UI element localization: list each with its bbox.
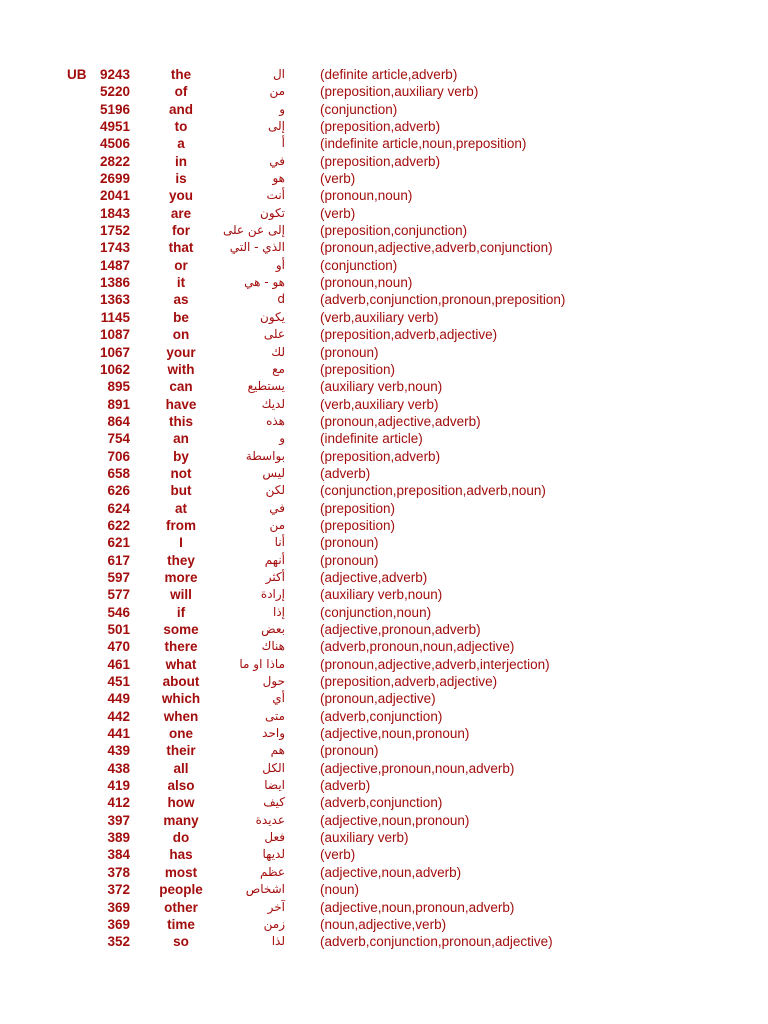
english-word: from [166,517,196,533]
arabic-translation: إرادة [260,587,285,602]
english-word: with [167,361,195,377]
arabic-translation: أنا [274,535,285,550]
frequency-count: 2699 [99,171,130,187]
english-word: as [173,292,189,308]
table-row [0,760,768,777]
frequency-count: 442 [107,708,130,724]
english-word: so [173,934,189,950]
part-of-speech: (adjective,noun,pronoun) [320,726,470,742]
table-row [0,604,768,621]
part-of-speech: (conjunction) [320,257,398,273]
table-row [0,586,768,603]
table-row [0,153,768,170]
english-word: more [164,569,198,585]
english-word: by [173,448,189,464]
frequency-count: 1087 [99,327,130,343]
frequency-count: 9243 [99,67,130,82]
arabic-translation: عديدة [255,812,285,827]
table-row [0,482,768,499]
part-of-speech: (preposition,conjunction) [320,223,468,239]
english-word: be [173,309,189,325]
part-of-speech: (verb) [320,847,356,863]
arabic-translation: اشخاص [245,882,285,897]
table-row [0,239,768,256]
frequency-count: 1363 [99,292,130,308]
arabic-translation: كيف [263,795,285,810]
table-row [0,222,768,239]
arabic-translation: ماذا او ما [239,656,285,671]
table-row [0,205,768,222]
english-word: if [176,604,186,620]
arabic-translation: لكن [265,483,285,498]
part-of-speech: (adverb) [320,778,371,794]
frequency-count: 369 [107,899,130,915]
table-row [0,344,768,361]
english-word: how [167,795,195,811]
arabic-translation: من [269,84,285,99]
english-word: for [172,223,190,239]
english-word: is [175,171,187,187]
part-of-speech: (verb,auxiliary verb) [320,396,439,412]
part-of-speech: (pronoun,noun) [320,188,413,204]
table-row [0,274,768,291]
part-of-speech: (indefinite article) [320,431,423,447]
table-row [0,569,768,586]
part-of-speech: (preposition) [320,361,396,377]
arabic-translation: أ [281,136,285,151]
arabic-translation: أنت [266,188,285,203]
table-row [0,361,768,378]
frequency-count: 895 [107,379,130,395]
english-word: what [165,656,197,672]
frequency-count: 621 [107,535,130,551]
arabic-translation: لديها [262,847,285,862]
part-of-speech: (adverb) [320,465,371,481]
arabic-translation: مع [272,361,285,376]
arabic-translation: و [279,101,285,116]
arabic-translation: الذي - التي [229,240,285,255]
table-row [0,881,768,898]
english-word: there [164,639,198,655]
english-word: at [174,500,187,516]
english-word: time [167,916,195,932]
english-word: that [168,240,194,256]
table-row [0,552,768,569]
frequency-count: 4506 [99,136,130,152]
part-of-speech: (adjective,noun,pronoun,adverb) [320,899,515,915]
table-row [0,708,768,725]
english-word: all [173,760,189,776]
part-of-speech: (preposition,adverb) [320,448,441,464]
frequency-count: 1062 [99,361,130,377]
part-of-speech: (adverb,conjunction) [320,708,443,724]
english-word: other [164,899,198,915]
arabic-translation: أكثر [265,569,285,584]
part-of-speech: (preposition) [320,517,396,533]
arabic-translation: هو - هي [244,275,285,290]
arabic-translation: إلى [268,119,285,134]
part-of-speech: (pronoun,noun) [320,275,413,291]
part-of-speech: (adjective,noun,adverb) [320,864,462,880]
frequency-count: 624 [107,500,130,516]
frequency-count: 1145 [100,309,130,325]
english-word: are [170,205,192,221]
table-row [0,621,768,638]
frequency-count: 384 [107,847,130,863]
frequency-count: 891 [107,396,130,412]
table-row [0,170,768,187]
english-word: which [161,691,201,707]
frequency-count: 412 [107,795,130,811]
part-of-speech: (adverb,conjunction) [320,795,443,811]
table-row [0,794,768,811]
part-of-speech: (preposition,auxiliary verb) [320,84,479,100]
frequency-count: 451 [107,674,130,690]
frequency-count: 2822 [99,153,130,169]
table-row [0,413,768,430]
english-word: or [174,257,188,273]
part-of-speech: (conjunction,preposition,adverb,noun) [320,483,546,499]
part-of-speech: (adjective,noun,pronoun) [320,812,470,828]
frequency-count: 419 [107,778,130,794]
english-word: some [163,622,199,637]
arabic-translation: لذا [271,934,285,949]
frequency-count: 378 [107,864,130,880]
arabic-translation: و [279,431,285,446]
frequency-count: 597 [107,569,130,585]
part-of-speech: (preposition,adverb) [320,153,441,169]
list-prefix-label: UB [67,67,87,82]
part-of-speech: (adjective,adverb) [320,569,428,585]
arabic-translation: ال [272,67,285,81]
arabic-translation: من [269,517,285,532]
arabic-translation: آخر [267,899,285,914]
arabic-translation: في [269,500,285,515]
frequency-count: 577 [107,587,130,603]
frequency-count: 501 [107,622,130,637]
table-row [0,690,768,707]
arabic-translation: هذه [266,413,285,428]
frequency-count: 1743 [99,240,130,256]
english-word: their [166,743,196,759]
frequency-count: 4951 [99,119,130,135]
frequency-count: 352 [107,934,130,950]
part-of-speech: (conjunction) [320,101,398,117]
table-row [0,378,768,395]
table-row [0,656,768,673]
table-row [0,777,768,794]
arabic-translation: في [269,153,285,168]
arabic-translation: ليس [262,465,285,480]
part-of-speech: (pronoun) [320,344,379,360]
english-word: most [164,864,198,880]
arabic-translation: حول [262,674,285,689]
part-of-speech: (preposition,adverb,adjective) [320,327,498,343]
part-of-speech: (adverb,conjunction,pronoun,preposition) [320,292,566,308]
frequency-count: 470 [107,639,130,655]
arabic-translation: أنهم [264,552,285,567]
frequency-count: 461 [107,656,130,672]
frequency-count: 389 [107,830,130,846]
english-word: you [168,188,193,204]
english-word: your [166,344,196,360]
english-word: they [167,552,195,568]
frequency-count: 617 [107,552,130,568]
english-word: on [172,327,190,343]
english-word: and [168,101,193,117]
table-row [0,638,768,655]
table-row [0,135,768,152]
arabic-translation: d [277,292,285,307]
english-word: in [175,153,187,169]
table-row [0,291,768,308]
table-row [0,933,768,950]
part-of-speech: (auxiliary verb) [320,830,409,846]
frequency-count: 372 [107,882,130,898]
table-row [0,864,768,881]
frequency-count: 1487 [99,257,130,273]
english-word: do [172,830,190,846]
english-word: when [163,708,199,724]
part-of-speech: (preposition,adverb) [320,119,441,135]
frequency-count: 397 [107,812,130,828]
part-of-speech: (noun,adjective,verb) [320,916,447,932]
part-of-speech: (verb) [320,171,356,187]
arabic-translation: بعض [261,622,285,636]
frequency-count: 622 [107,517,130,533]
arabic-translation: ايضا [264,778,285,793]
arabic-translation: عظم [260,864,285,879]
english-word: about [162,674,200,690]
english-word: this [168,413,193,429]
english-word: but [170,483,192,499]
table-row [0,448,768,465]
english-word: has [169,847,193,863]
frequency-count: 706 [107,448,130,464]
frequency-count: 1386 [99,275,130,291]
arabic-translation: لك [271,344,285,359]
part-of-speech: (noun) [320,882,360,898]
frequency-count: 1843 [99,205,130,221]
english-word: will [170,587,192,603]
table-row [0,916,768,933]
english-word: I [179,535,183,551]
table-row [0,725,768,742]
arabic-translation: هناك [261,639,285,654]
arabic-translation: زمن [263,916,285,931]
part-of-speech: (pronoun) [320,552,379,568]
table-row [0,326,768,343]
part-of-speech: (adverb,conjunction,pronoun,adjective) [320,934,553,950]
table-row [0,829,768,846]
arabic-translation: تكون [260,205,285,220]
part-of-speech: (pronoun,adjective,adverb,interjection) [320,656,550,672]
english-word: of [174,84,188,100]
frequency-count: 864 [107,413,130,429]
english-word: the [170,67,192,82]
arabic-translation: إلى عن على [222,223,285,238]
frequency-count: 1067 [99,344,130,360]
table-row [0,517,768,534]
arabic-translation: أو [275,257,285,272]
table-row [0,846,768,863]
english-word: can [169,379,193,395]
word-frequency-table [0,66,768,951]
arabic-translation: هم [270,743,285,758]
english-word: a [177,136,185,152]
table-row [0,465,768,482]
frequency-count: 5220 [99,84,130,100]
table-row [0,396,768,413]
frequency-count: 369 [107,916,130,932]
part-of-speech: (pronoun,adjective,adverb,conjunction) [320,240,553,256]
table-row [0,66,768,83]
part-of-speech: (verb,auxiliary verb) [320,309,439,325]
part-of-speech: (verb) [320,205,356,221]
table-row [0,118,768,135]
table-row [0,83,768,100]
frequency-count: 658 [107,465,130,481]
part-of-speech: (definite article,adverb) [320,67,458,82]
part-of-speech: (indefinite article,noun,preposition) [320,136,527,152]
frequency-count: 2041 [99,188,130,204]
part-of-speech: (adjective,pronoun,noun,adverb) [320,760,515,776]
english-word: have [165,396,197,412]
part-of-speech: (pronoun,adjective) [320,691,436,707]
table-row [0,187,768,204]
frequency-count: 449 [107,691,130,707]
frequency-count: 5196 [99,101,130,117]
part-of-speech: (adjective,pronoun,adverb) [320,622,481,637]
table-row [0,812,768,829]
arabic-translation: متى [264,708,285,723]
arabic-translation: يكون [260,309,285,324]
arabic-translation: يستطيع [247,379,285,394]
frequency-count: 626 [107,483,130,499]
arabic-translation: بواسطة [245,448,285,463]
arabic-translation: لديك [261,396,285,411]
arabic-translation: واحد [262,726,285,741]
arabic-translation: هو [272,171,285,186]
table-row [0,101,768,118]
frequency-count: 441 [107,726,130,742]
table-row [0,500,768,517]
part-of-speech: (conjunction,noun) [320,604,432,620]
table-row [0,534,768,551]
frequency-count: 439 [107,743,130,759]
english-word: people [159,882,203,898]
part-of-speech: (pronoun,adjective,adverb) [320,413,481,429]
arabic-translation: إذا [272,604,285,619]
arabic-translation: على [263,327,285,342]
english-word: it [176,275,186,291]
table-row [0,742,768,759]
table-row [0,899,768,916]
table-row [0,673,768,690]
part-of-speech: (pronoun) [320,535,379,551]
part-of-speech: (adverb,pronoun,noun,adjective) [320,639,515,655]
part-of-speech: (auxiliary verb,noun) [320,587,443,603]
english-word: an [173,431,189,447]
arabic-translation: الكل [262,760,285,775]
english-word: also [167,778,195,794]
table-row [0,257,768,274]
english-word: not [170,465,192,481]
frequency-count: 1752 [99,223,130,239]
part-of-speech: (preposition) [320,500,396,516]
arabic-translation: أي [272,691,285,706]
frequency-count: 754 [107,431,130,447]
frequency-count: 546 [107,604,130,620]
table-row [0,309,768,326]
table-row [0,430,768,447]
part-of-speech: (pronoun) [320,743,379,759]
frequency-count: 438 [107,760,130,776]
arabic-translation: فعل [264,830,285,845]
part-of-speech: (auxiliary verb,noun) [320,379,443,395]
english-word: to [174,119,188,135]
english-word: one [168,726,193,742]
part-of-speech: (preposition,adverb,adjective) [320,674,498,690]
english-word: many [163,812,199,828]
